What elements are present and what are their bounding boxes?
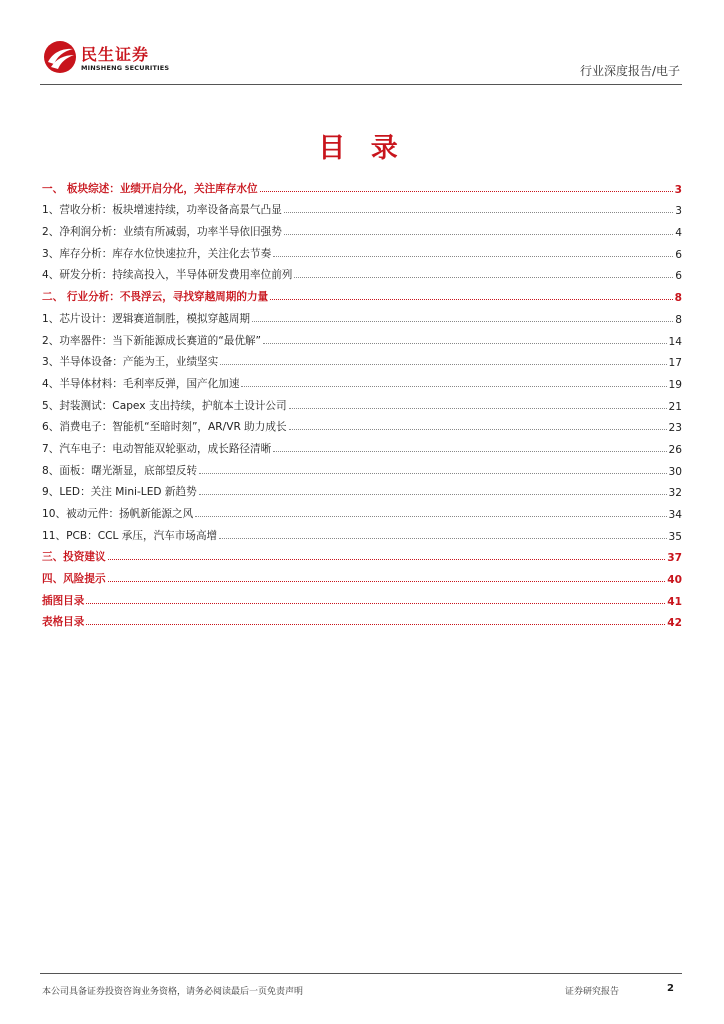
toc-entry-label: 7、汽车电子：电动智能双轮驱动，成长路径清晰 [42, 442, 272, 455]
toc-entry-label: 插图目录 [42, 594, 85, 607]
toc-subsection-entry[interactable] [42, 304, 682, 326]
toc-dot-leader [273, 256, 673, 257]
toc-dot-leader [199, 494, 667, 495]
toc-entry-label: 3、半导体设备：产能为王，业绩坚实 [42, 356, 219, 369]
toc-entry-label: 6、消费电子：智能机“至暗时刻”，AR/VR 助力成长 [42, 421, 287, 434]
toc-entry-label: 10、被动元件：扬帆新能源之风 [42, 508, 194, 520]
toc-entry-page: 23 [668, 422, 682, 435]
page-title: 目 录 [318, 133, 406, 164]
toc-entry-label: 表格目录 [42, 616, 85, 629]
toc-dot-leader [195, 516, 666, 517]
page-number: 2 [667, 983, 674, 994]
toc-subsection-entry[interactable] [42, 239, 682, 261]
toc-section-entry[interactable] [42, 543, 682, 565]
toc-dot-leader [108, 581, 666, 582]
report-category: 行业深度报告/电子 [579, 64, 680, 78]
toc-entry-page: 4 [675, 227, 682, 240]
toc-entry-label: 四、风险提示 [42, 573, 106, 586]
toc-entry-label: 8、面板：曙光渐显，底部望反转 [42, 464, 198, 477]
toc-entry-label: 2、净利润分析：业绩有所减弱，功率半导依旧强势 [42, 226, 282, 239]
toc-entry-page: 6 [675, 248, 682, 261]
toc-entry-label: 9、LED：关注 Mini-LED 新趋势 [42, 486, 197, 499]
toc-section-entry[interactable] [42, 586, 682, 608]
toc-subsection-entry[interactable] [42, 499, 682, 521]
toc-dot-leader [284, 212, 673, 213]
toc-entry-label: 1、芯片设计：逻辑赛道制胜，模拟穿越周期 [42, 312, 251, 325]
toc-subsection-entry[interactable] [42, 196, 682, 218]
toc-entry-label: 二、 行业分析：不畏浮云，寻找穿越周期的力量 [42, 291, 269, 304]
toc-subsection-entry[interactable] [42, 456, 682, 478]
toc-dot-leader [289, 408, 667, 409]
toc-entry-page: 8 [674, 292, 682, 305]
toc-dot-leader [273, 451, 666, 452]
footer-doc-type: 证券研究报告 [565, 987, 620, 997]
toc-entry-page: 41 [667, 595, 682, 608]
toc-subsection-entry[interactable] [42, 326, 682, 348]
toc-section-entry[interactable] [42, 608, 682, 630]
toc-subsection-entry[interactable] [42, 391, 682, 413]
toc-entry-label: 三、投资建议 [42, 551, 106, 564]
toc-entry-page: 8 [675, 313, 682, 326]
toc-subsection-entry[interactable] [42, 217, 682, 239]
toc-section-entry[interactable] [42, 174, 682, 196]
toc-entry-page: 40 [667, 574, 682, 587]
footer-divider [40, 973, 682, 974]
toc-subsection-entry[interactable] [42, 434, 682, 456]
toc-entry-page: 14 [668, 335, 682, 348]
toc-entry-page: 34 [668, 509, 682, 521]
logo-english-name: MINSHENG SECURITIES [81, 64, 170, 72]
toc-dot-leader [241, 386, 666, 387]
toc-entry-page: 26 [668, 443, 682, 456]
toc-entry-label: 4、半导体材料：毛利率反弹，国产化加速 [42, 377, 240, 390]
toc-dot-leader [260, 191, 673, 192]
toc-entry-label: 一、 板块综述：业绩开启分化，关注库存水位 [42, 182, 258, 195]
toc-entry-page: 21 [668, 400, 682, 413]
toc-entry-page: 19 [668, 378, 682, 391]
toc-entry-page: 32 [668, 487, 682, 500]
toc-dot-leader [220, 364, 666, 365]
toc-entry-label: 1、营收分析：板块增速持续，功率设备高景气凸显 [42, 204, 282, 217]
toc-entry-label: 3、库存分析：库存水位快速拉升，关注化去节奏 [42, 247, 272, 260]
toc-entry-page: 35 [668, 530, 682, 543]
toc-entry-page: 37 [667, 552, 682, 565]
toc-dot-leader [294, 277, 673, 278]
toc-entry-page: 6 [675, 270, 682, 283]
toc-dot-leader [263, 343, 667, 344]
toc-entry-label: 2、功率器件：当下新能源成长赛道的“最优解” [42, 334, 261, 347]
minsheng-logo-icon [43, 40, 77, 74]
toc-entry-label: 4、研发分析：持续高投入，半导体研发费用率位前列 [42, 269, 293, 282]
toc-dot-leader [86, 624, 665, 625]
toc-subsection-entry[interactable] [42, 348, 682, 370]
toc-dot-leader [270, 299, 672, 300]
table-of-contents [42, 174, 682, 629]
toc-entry-page: 3 [674, 183, 682, 196]
toc-entry-page: 3 [675, 205, 682, 218]
header-divider [40, 84, 682, 85]
toc-dot-leader [199, 473, 666, 474]
toc-entry-label: 11、PCB：CCL 承压，汽车市场高增 [42, 529, 218, 542]
toc-subsection-entry[interactable] [42, 369, 682, 391]
toc-subsection-entry[interactable] [42, 478, 682, 500]
logo-chinese-name: 民生证券 [81, 45, 150, 64]
toc-dot-leader [252, 321, 673, 322]
toc-dot-leader [86, 603, 665, 604]
toc-entry-page: 17 [668, 357, 682, 370]
toc-section-entry[interactable] [42, 564, 682, 586]
toc-subsection-entry[interactable] [42, 261, 682, 283]
footer-disclaimer: 本公司具备证券投资咨询业务资格，请务必阅读最后一页免责声明 [42, 987, 304, 997]
toc-dot-leader [219, 538, 666, 539]
toc-subsection-entry[interactable] [42, 521, 682, 543]
toc-entry-page: 42 [667, 617, 682, 630]
toc-entry-page: 30 [668, 465, 682, 478]
toc-dot-leader [284, 234, 673, 235]
toc-dot-leader [108, 559, 666, 560]
toc-entry-label: 5、封装测试：Capex 支出持续，护航本土设计公司 [42, 399, 287, 412]
toc-subsection-entry[interactable] [42, 413, 682, 435]
minsheng-logo [40, 38, 180, 80]
toc-section-entry[interactable] [42, 282, 682, 304]
page-header [40, 38, 682, 84]
toc-dot-leader [289, 429, 667, 430]
